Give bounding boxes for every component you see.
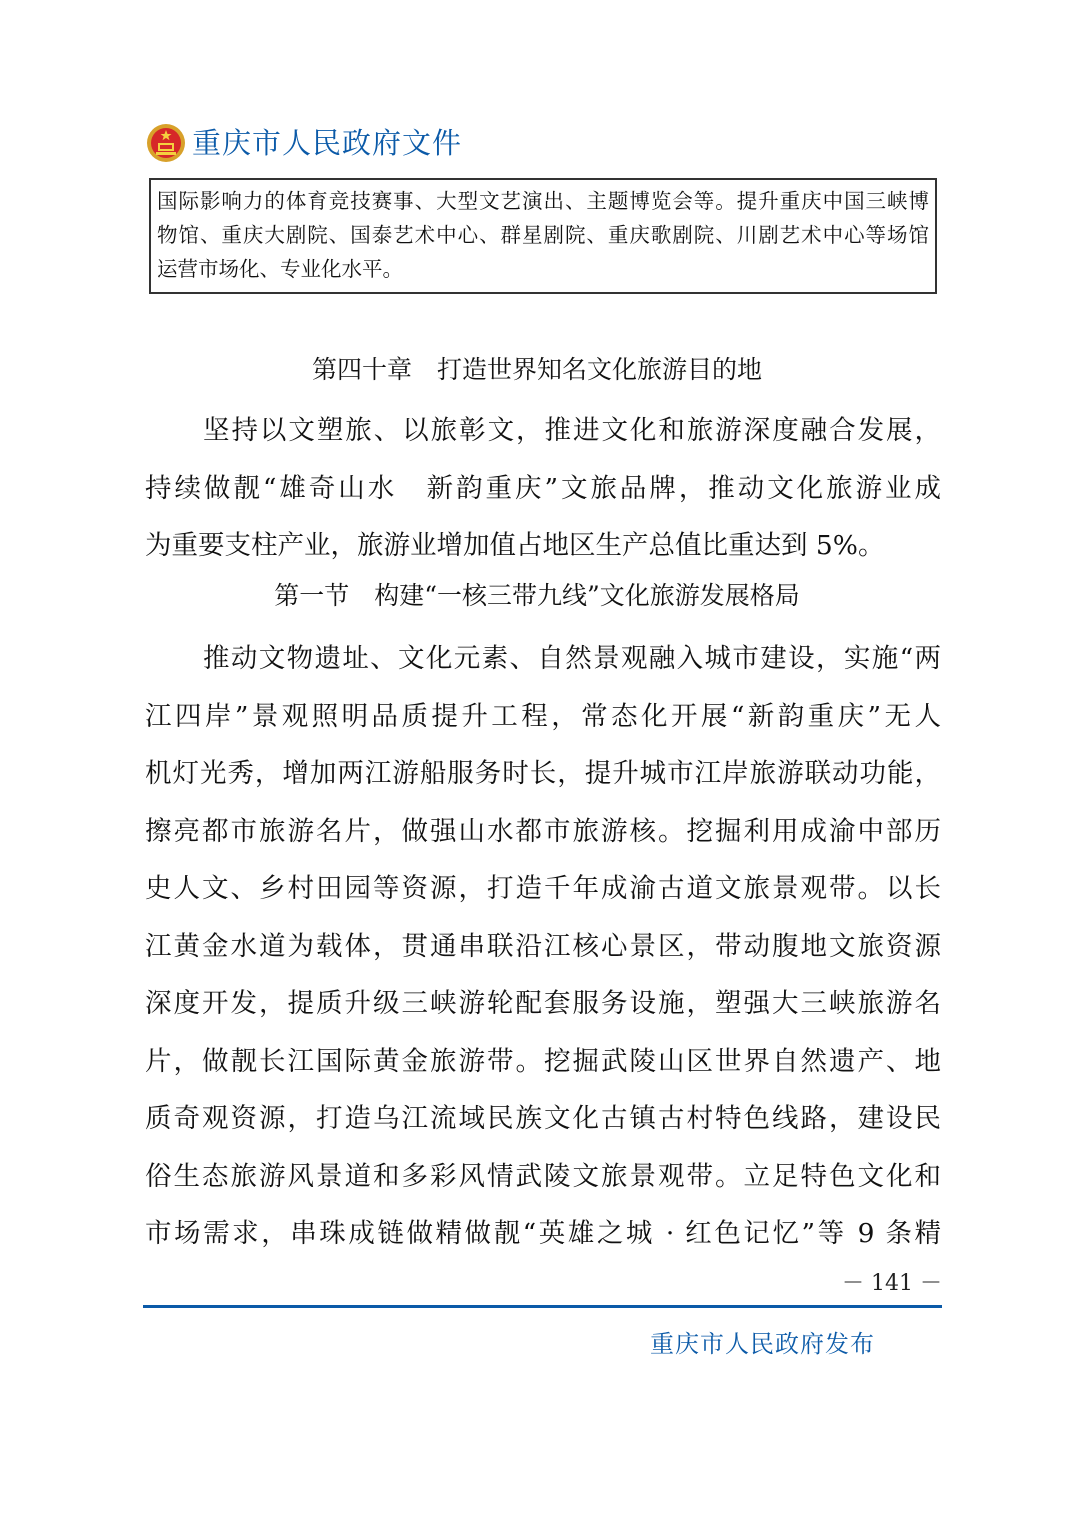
boxed-note [149, 178, 937, 294]
footer-publisher: 重庆市人民政府发布 [650, 1330, 875, 1358]
page-number: － 141 － [842, 1271, 942, 1296]
paragraph-line: 江黄金水道为载体，贯通串联沿江核心景区，带动腹地文旅资源 [145, 930, 941, 962]
paragraph-body [145, 630, 941, 1263]
paragraph-line: 为重要支柱产业，旅游业增加值占地区生产总值比重达到 5%。 [145, 530, 885, 561]
national-emblem-icon [146, 123, 186, 163]
paragraph-line: 市场需求，串珠成链做精做靓“英雄之城 · 红色记忆”等 9 条精 [145, 1218, 941, 1249]
paragraph-line: 片，做靓长江国际黄金旅游带。挖掘武陵山区世界自然遗产、地 [145, 1045, 941, 1077]
paragraph-intro [145, 402, 941, 575]
paragraph-line: 俗生态旅游风景道和多彩风情武陵文旅景观带。立足特色文化和 [145, 1160, 941, 1192]
footer-divider [143, 1305, 942, 1308]
paragraph-line: 坚持以文塑旅、以旅彰文，推进文化和旅游深度融合发展， [203, 415, 941, 446]
document-header [146, 120, 462, 166]
chapter-title: 第四十章 打造世界知名文化旅游目的地 [311, 355, 762, 384]
paragraph-line: 史人文、乡村田园等资源，打造千年成渝古道文旅景观带。以长 [145, 873, 941, 904]
section-title: 第一节 构建“一核三带九线”文化旅游发展格局 [274, 581, 800, 610]
paragraph-line: 擦亮都市旅游名片，做强山水都市旅游核。挖掘利用成渝中部历 [145, 815, 941, 847]
paragraph-line: 持续做靓“雄奇山水 新韵重庆”文旅品牌，推动文化旅游业成 [145, 472, 941, 504]
paragraph-line: 江四岸”景观照明品质提升工程，常态化开展“新韵重庆”无人 [145, 700, 941, 732]
boxed-note-line: 物馆、重庆大剧院、国泰艺术中心、群星剧院、重庆歌剧院、川剧艺术中心等场馆 [157, 223, 929, 247]
header-title: 重庆市人民政府文件 [192, 126, 463, 160]
paragraph-line: 深度开发，提质升级三峡游轮配套服务设施，塑强大三峡旅游名 [145, 988, 941, 1019]
paragraph-line: 质奇观资源，打造乌江流域民族文化古镇古村特色线路，建设民 [145, 1103, 941, 1134]
boxed-note-line: 运营市场化、专业化水平。 [157, 257, 403, 281]
paragraph-line: 机灯光秀，增加两江游船服务时长，提升城市江岸旅游联动功能， [145, 758, 941, 789]
boxed-note-line: 国际影响力的体育竞技赛事、大型文艺演出、主题博览会等。提升重庆中国三峡博 [157, 189, 929, 213]
paragraph-line: 推动文物遗址、文化元素、自然景观融入城市建设，实施“两 [203, 643, 941, 674]
